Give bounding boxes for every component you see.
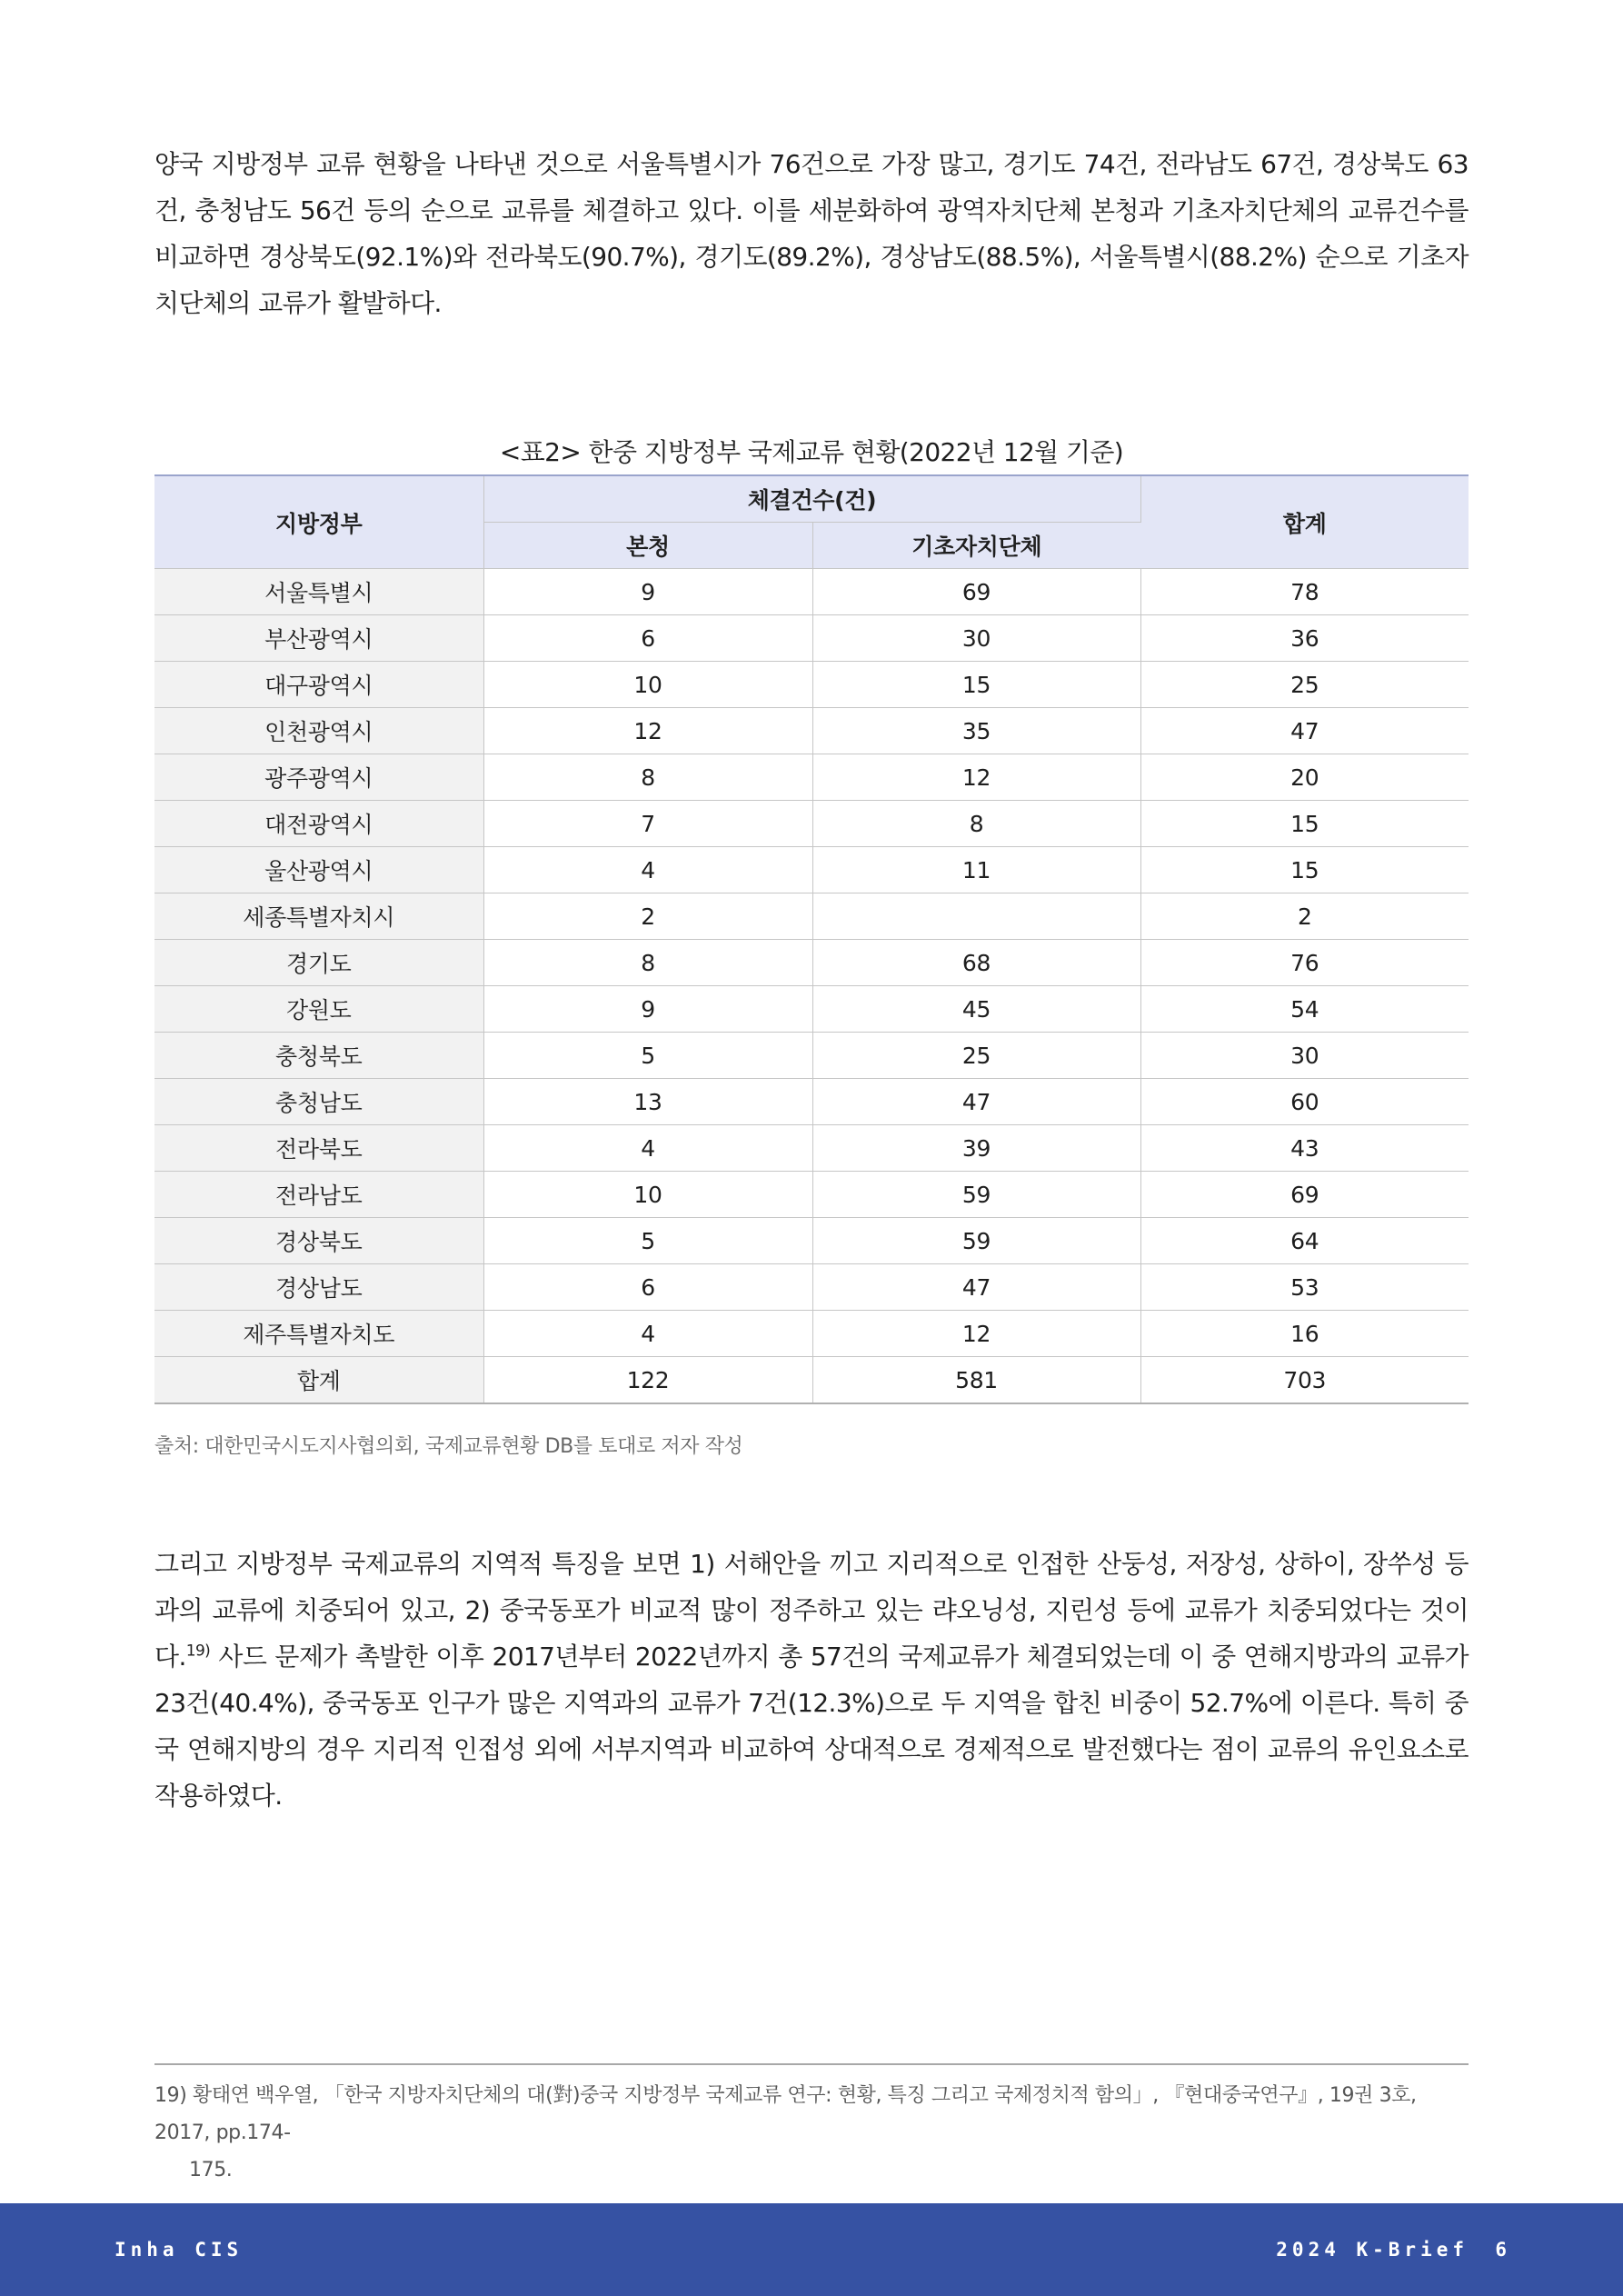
page-footer — [0, 2203, 1623, 2296]
cell-total: 2 — [1140, 893, 1469, 940]
footnote — [154, 2077, 1469, 2189]
footer-publisher: Inha CIS — [115, 2239, 244, 2261]
cell-basic: 59 — [812, 1218, 1140, 1264]
table-row — [154, 801, 1469, 847]
cell-main-office: 4 — [483, 847, 812, 893]
cell-basic: 47 — [812, 1264, 1140, 1311]
cell-region: 부산광역시 — [154, 615, 483, 662]
cell-region: 제주특별자치도 — [154, 1311, 483, 1357]
cell-region: 충청북도 — [154, 1033, 483, 1079]
cell-total: 15 — [1140, 801, 1469, 847]
cell-main-office: 9 — [483, 569, 812, 615]
table-body — [154, 569, 1469, 1404]
cell-main-office: 6 — [483, 615, 812, 662]
cell-total: 25 — [1140, 662, 1469, 708]
cell-basic: 11 — [812, 847, 1140, 893]
table-source: 출처: 대한민국시도지사협의회, 국제교류현황 DB를 토대로 저자 작성 — [154, 1435, 743, 1458]
table-row — [154, 1079, 1469, 1125]
cell-total: 64 — [1140, 1218, 1469, 1264]
cell-basic: 25 — [812, 1033, 1140, 1079]
cell-basic: 8 — [812, 801, 1140, 847]
cell-total: 53 — [1140, 1264, 1469, 1311]
cell-region: 대전광역시 — [154, 801, 483, 847]
cell-basic: 15 — [812, 662, 1140, 708]
table-row — [154, 1125, 1469, 1172]
table-row — [154, 708, 1469, 754]
cell-basic: 12 — [812, 754, 1140, 801]
table-row — [154, 847, 1469, 893]
cell-total: 36 — [1140, 615, 1469, 662]
cell-main-office: 2 — [483, 893, 812, 940]
cell-region: 충청남도 — [154, 1079, 483, 1125]
cell-main-office: 12 — [483, 708, 812, 754]
cell-basic — [812, 893, 1140, 940]
footnote-reference[interactable]: 19) — [185, 1642, 211, 1661]
cell-basic: 69 — [812, 569, 1140, 615]
cell-total: 76 — [1140, 940, 1469, 986]
cell-region: 인천광역시 — [154, 708, 483, 754]
cell-main-office: 10 — [483, 1172, 812, 1218]
cell-main-office: 4 — [483, 1311, 812, 1357]
footnote-line-continued: 175. — [189, 2159, 233, 2181]
table-row — [154, 662, 1469, 708]
table-row — [154, 940, 1469, 986]
cell-basic: 35 — [812, 708, 1140, 754]
table-row — [154, 893, 1469, 940]
cell-total: 69 — [1140, 1172, 1469, 1218]
cell-basic: 45 — [812, 986, 1140, 1033]
cell-basic: 39 — [812, 1125, 1140, 1172]
table-row — [154, 569, 1469, 615]
cell-total: 703 — [1140, 1357, 1469, 1404]
footnote-divider — [154, 2063, 1469, 2065]
cell-main-office: 8 — [483, 754, 812, 801]
cell-main-office: 4 — [483, 1125, 812, 1172]
cell-total: 15 — [1140, 847, 1469, 893]
page-number: 6 — [1495, 2239, 1507, 2261]
cell-region: 대구광역시 — [154, 662, 483, 708]
cell-basic: 47 — [812, 1079, 1140, 1125]
header-main-office: 본청 — [483, 523, 812, 569]
table-row — [154, 1172, 1469, 1218]
table-row — [154, 1357, 1469, 1404]
cell-total: 47 — [1140, 708, 1469, 754]
cell-main-office: 13 — [483, 1079, 812, 1125]
header-count-group: 체결건수(건) — [483, 475, 1140, 523]
cell-total: 43 — [1140, 1125, 1469, 1172]
header-basic: 기초자치단체 — [812, 523, 1140, 569]
cell-basic: 581 — [812, 1357, 1140, 1404]
cell-region: 합계 — [154, 1357, 483, 1404]
table-row — [154, 1264, 1469, 1311]
exchange-status-table — [154, 474, 1469, 1404]
intro-paragraph: 양국 지방정부 교류 현황을 나타낸 것으로 서울특별시가 76건으로 가장 많고, 경기도 74건, 전라남도 67건, 경상북도 63건, 충청남도 56건 등의 순으로 교류를 체결하고 있다. 이를 세분화하여 광역자치단체 본청과 기초자치단체의 교류건수를 비교하면 경상북도(92.1%)와 전라북도(90.7%), 경기도(89.2%), 경상남도(88.5%), 서울특별시(88.2%) 순으로 기초자치단체의 교류가 활발하다. — [154, 149, 1469, 318]
body-paragraph — [154, 1541, 1469, 1819]
cell-region: 전라북도 — [154, 1125, 483, 1172]
header-total: 합계 — [1140, 475, 1469, 569]
cell-region: 경상남도 — [154, 1264, 483, 1311]
cell-main-office: 6 — [483, 1264, 812, 1311]
table-caption: <표2> 한중 지방정부 국제교류 현황(2022년 12월 기준) — [499, 437, 1124, 467]
cell-main-office: 7 — [483, 801, 812, 847]
cell-total: 54 — [1140, 986, 1469, 1033]
cell-total: 30 — [1140, 1033, 1469, 1079]
cell-main-office: 5 — [483, 1033, 812, 1079]
cell-region: 전라남도 — [154, 1172, 483, 1218]
cell-main-office: 8 — [483, 940, 812, 986]
cell-basic: 12 — [812, 1311, 1140, 1357]
cell-region: 세종특별자치시 — [154, 893, 483, 940]
footer-publication: 2024 K-Brief — [1276, 2239, 1469, 2261]
header-region: 지방정부 — [154, 475, 483, 569]
cell-region: 광주광역시 — [154, 754, 483, 801]
cell-region: 경상북도 — [154, 1218, 483, 1264]
cell-total: 16 — [1140, 1311, 1469, 1357]
cell-total: 60 — [1140, 1079, 1469, 1125]
cell-basic: 30 — [812, 615, 1140, 662]
table-row — [154, 615, 1469, 662]
footnote-line: 19) 황태연 백우열, 「한국 지방자치단체의 대(對)중국 지방정부 국제교류 연구: 현황, 특징 그리고 국제정치적 함의」, 『현대중국연구』, 19권 3호, 2017, pp.174- — [154, 2084, 1417, 2144]
cell-basic: 68 — [812, 940, 1140, 986]
cell-total: 20 — [1140, 754, 1469, 801]
paragraph-text-continued: 사드 문제가 촉발한 이후 2017년부터 2022년까지 총 57건의 국제교류가 체결되었는데 이 중 연해지방과의 교류가 23건(40.4%), 중국동포 인구가 많은 지역과의 교류가 7건(12.3%)으로 두 지역을 합친 비중이 52.7%에 이른다. 특히 중국 연해지방의 경우 지리적 인접성 외에 서부지역과 비교하여 상대적으로 경제적으로 발전했다는 점이 교류의 유인요소로 작용하였다. — [154, 1642, 1469, 1811]
table-row — [154, 1033, 1469, 1079]
cell-region: 울산광역시 — [154, 847, 483, 893]
table-row — [154, 1218, 1469, 1264]
table-row — [154, 1311, 1469, 1357]
table-row — [154, 986, 1469, 1033]
cell-basic: 59 — [812, 1172, 1140, 1218]
cell-total: 78 — [1140, 569, 1469, 615]
paragraph-text: 그리고 지방정부 국제교류의 지역적 특징을 보면 1) 서해안을 끼고 지리적으로 인접한 산둥성, 저장성, 상하이, 장쑤성 등과의 교류에 치중되어 있고, 2) 중국동포가 비교적 많이 정주하고 있는 랴오닝성, 지린성 등에 교류가 치중되었다는 것이다. — [154, 1549, 1469, 1672]
table-row — [154, 754, 1469, 801]
cell-region: 강원도 — [154, 986, 483, 1033]
cell-main-office: 9 — [483, 986, 812, 1033]
cell-main-office: 5 — [483, 1218, 812, 1264]
cell-main-office: 122 — [483, 1357, 812, 1404]
cell-region: 경기도 — [154, 940, 483, 986]
cell-main-office: 10 — [483, 662, 812, 708]
cell-region: 서울특별시 — [154, 569, 483, 615]
